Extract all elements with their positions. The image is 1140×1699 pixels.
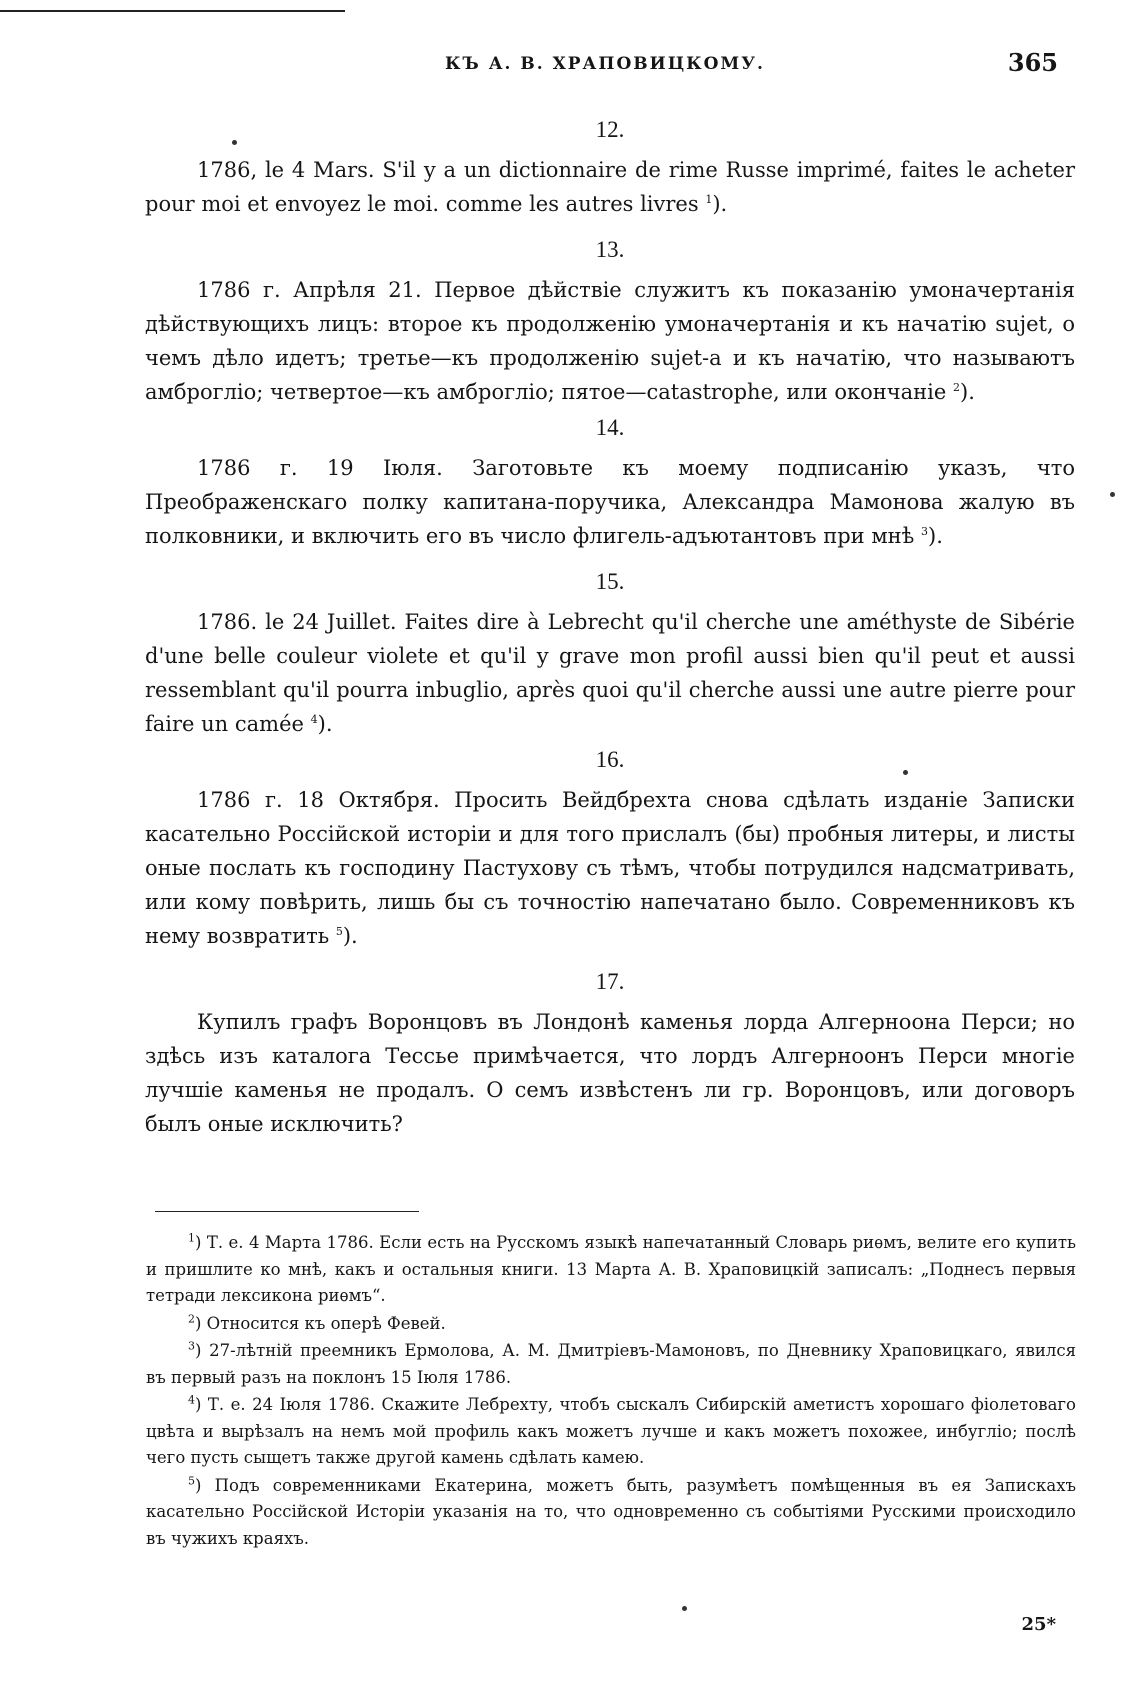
footnote-mark: 4 <box>188 1393 195 1407</box>
footnote-mark: 3 <box>188 1339 195 1353</box>
entry-text: 1786 г. Апрѣля 21. Первое дѣйствіе служитъ къ показанію умоначертанія дѣйствующихъ лицъ: второе къ продолженію умоначертанія и къ начатію sujet, о чемъ дѣло идетъ; третье—къ продолженію sujet-а и къ начатію, что называютъ амброглio; четвертое—къ амброглio; пятое—catastrophe, или окончаніе $^2$). <box>145 278 1075 404</box>
footnote: $^3$) 27-лѣтній преемникъ Ермолова, А. М. Дмитріевъ-Мамоновъ, по Дневнику Храповицкаго, явился въ первый разъ на поклонъ 15 Іюля 1786. <box>146 1339 1076 1387</box>
entry-17 <box>145 967 1075 1141</box>
entry-number: 17. <box>595 969 625 994</box>
entry-number: 15. <box>595 569 625 594</box>
footnotes <box>146 1230 1076 1553</box>
entry-number: 13. <box>595 237 625 262</box>
footnote-mark: 1 <box>188 1231 195 1245</box>
footnote-ref: 3 <box>921 525 929 538</box>
footnote-mark: 2 <box>188 1312 195 1325</box>
entry-text: 1786. le 24 Juillet. Faites dire à Lebrecht qu'il cherche une améthyste de Sibérie d'une belle couleur violete et qu'il y grave mon profil aussi bien qu'il peut et aussi ressemblant qu'il pourra inbuglio, après quoi qu'il cherche aussi une autre pierre pour faire un camée $^4$). <box>145 610 1075 736</box>
footnote-ref: 1 <box>705 193 713 206</box>
footnote-ref: 2 <box>953 381 961 394</box>
entry-text: 1786 г. 18 Октября. Просить Вейдбрехта снова сдѣлать изданіе Записки касательно Россійской исторіи и для того прислалъ (бы) пробныя литеры, и листы оные послать къ господину Пастухову съ тѣмъ, чтобы потрудился надсматривать, или кому повѣрить, лишь бы съ точностію напечатано было. Современниковъ къ нему возвратить $^5$). <box>145 788 1075 948</box>
entry-number: 12. <box>595 117 625 142</box>
top-rule <box>0 10 345 12</box>
entry-text: 1786, le 4 Mars. S'il y a un dictionnaire de rime Russe imprimé, faites le acheter pour moi et envoyez le moi. comme les autres livres $^1$). <box>145 158 1075 216</box>
entries <box>145 115 1075 1155</box>
entry-13 <box>145 235 1075 409</box>
print-speck <box>232 140 237 145</box>
entry-15 <box>145 567 1075 741</box>
footnote-mark: 5 <box>188 1474 195 1487</box>
footnote-rule <box>155 1211 419 1212</box>
print-speck <box>682 1606 687 1611</box>
entry-number: 16. <box>595 747 625 772</box>
footnote: $^4$) Т. е. 24 Іюля 1786. Скажите Лебрехту, чтобъ сыскалъ Сибирскій аметистъ хорошаго фіолетоваго цвѣта и вырѣзалъ на немъ мой профиль какъ можетъ лучше и какъ можетъ похожее, инбугліо; послѣ чего пусть сыщетъ также другой камень сдѣлать камею. <box>146 1393 1076 1467</box>
entry-text: Купилъ графъ Воронцовъ въ Лондонѣ каменья лорда Алгерноона Перси; но здѣсь изъ каталога Тессье примѣчается, что лордъ Алгерноонъ Перси многіе лучшіе каменья не продалъ. О семъ извѣстенъ ли гр. Воронцовъ, или договоръ былъ оные исключить? <box>145 1010 1075 1136</box>
footnote: $^2$) Относится къ оперѣ Февей. <box>188 1312 446 1333</box>
footnote: $^5$) Подъ современниками Екатерина, можетъ быть, разумѣетъ помѣщенныя въ ея Запискахъ касательно Россійской Исторіи указанія на то, что одновременно съ событіями Русскими происходило въ чужихъ краяхъ. <box>146 1474 1076 1548</box>
footnote-ref: 4 <box>310 713 318 726</box>
entry-text: 1786 г. 19 Іюля. Заготовьте къ моему подписанію указъ, что Преображенскаго полку капитана-поручика, Александра Мамонова жалую въ полковники, и включить его въ число флигель-адъютантовъ при мнѣ $^3$). <box>145 456 1075 548</box>
print-speck <box>903 770 908 775</box>
entry-14 <box>145 413 1075 553</box>
entry-number: 14. <box>595 415 625 440</box>
signature-mark: 25* <box>1021 1614 1056 1635</box>
print-speck <box>1110 492 1115 497</box>
entry-12 <box>145 115 1075 221</box>
running-head: КЪ А. В. ХРАПОВИЦКОМУ. <box>445 54 765 74</box>
footnote-ref: 5 <box>335 925 343 938</box>
page-number: 365 <box>1007 48 1058 77</box>
entry-16 <box>145 745 1075 953</box>
footnote: $^1$) Т. е. 4 Марта 1786. Если есть на Русскомъ языкѣ напечатанный Словарь риѳмъ, велите его купить и пришлите ко мнѣ, какъ и остальныя книги. 13 Марта А. В. Храповицкій записалъ: „Поднесъ первыя тетради лексикона риѳмъ“. <box>146 1231 1076 1305</box>
